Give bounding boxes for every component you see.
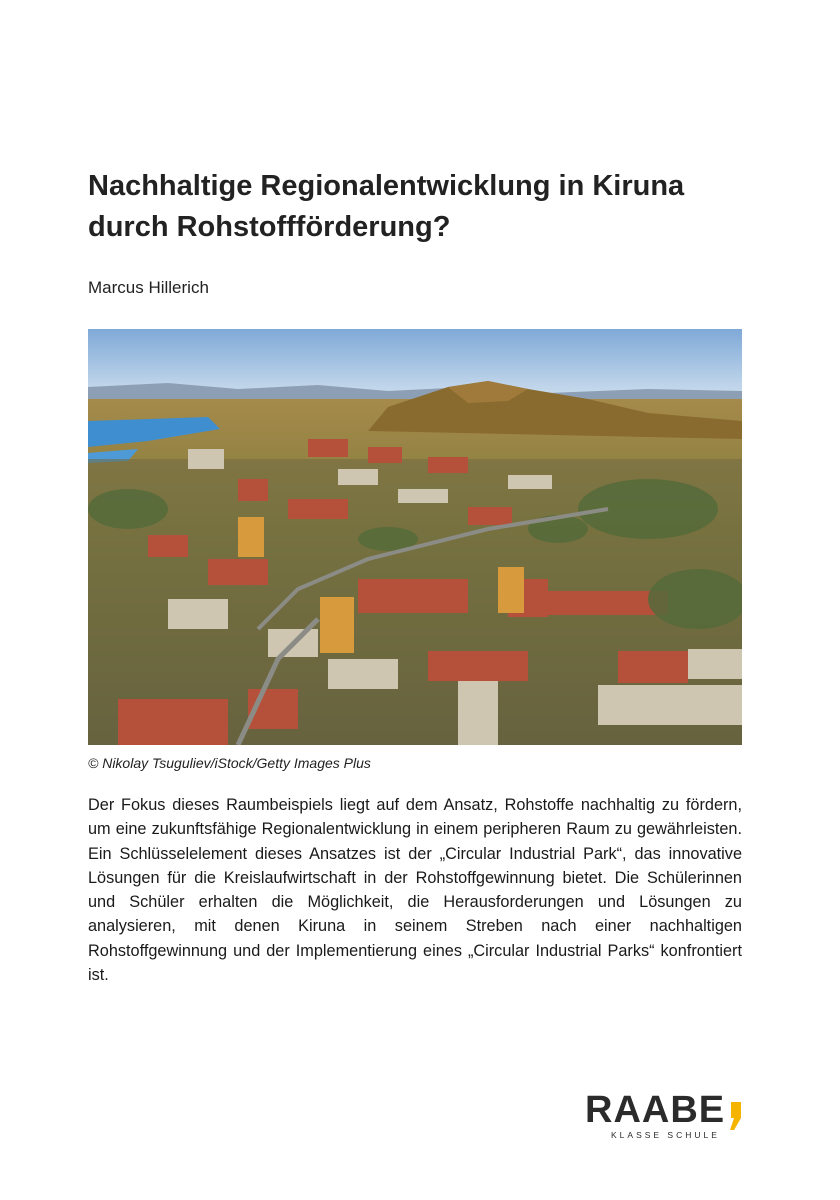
intro-paragraph: Der Fokus dieses Raumbeispiels liegt auf dem Ansatz, Rohstoffe nachhaltig zu fördern, um eine zukunftsfähige Regionalentwicklung in einem peripheren Raum zu gewährleisten. Ein Schlüsselelement dieses Ansatzes ist der „Circular Industrial Park“, das innovative Lösungen für die Kreislaufwirtschaft in der Rohstoffgewinnung bietet. Die Schülerinnen und Schüler erhalten die Möglichkeit, die Herausforderungen und Lösungen zu analysieren, mit denen Kiruna in seinem Streben nach einer nachhaltigen Rohstoffgewinnung und der Implementierung eines „Circular Industrial Parks“ konfrontiert ist. <box>88 796 742 985</box>
page-title: Nachhaltige Regionalentwicklung in Kiruna durch Rohstoffförderung? <box>88 170 685 243</box>
logo-comma-icon <box>730 1102 741 1130</box>
logo-wordmark: RAABE <box>585 1089 726 1131</box>
raabe-logo <box>585 1090 745 1142</box>
author-name: Marcus Hillerich <box>88 278 209 297</box>
image-credit: © Nikolay Tsuguliev/iStock/Getty Images Plus <box>88 755 371 771</box>
kiruna-aerial-photo <box>88 329 742 745</box>
logo-tagline: KLASSE SCHULE <box>611 1130 720 1140</box>
